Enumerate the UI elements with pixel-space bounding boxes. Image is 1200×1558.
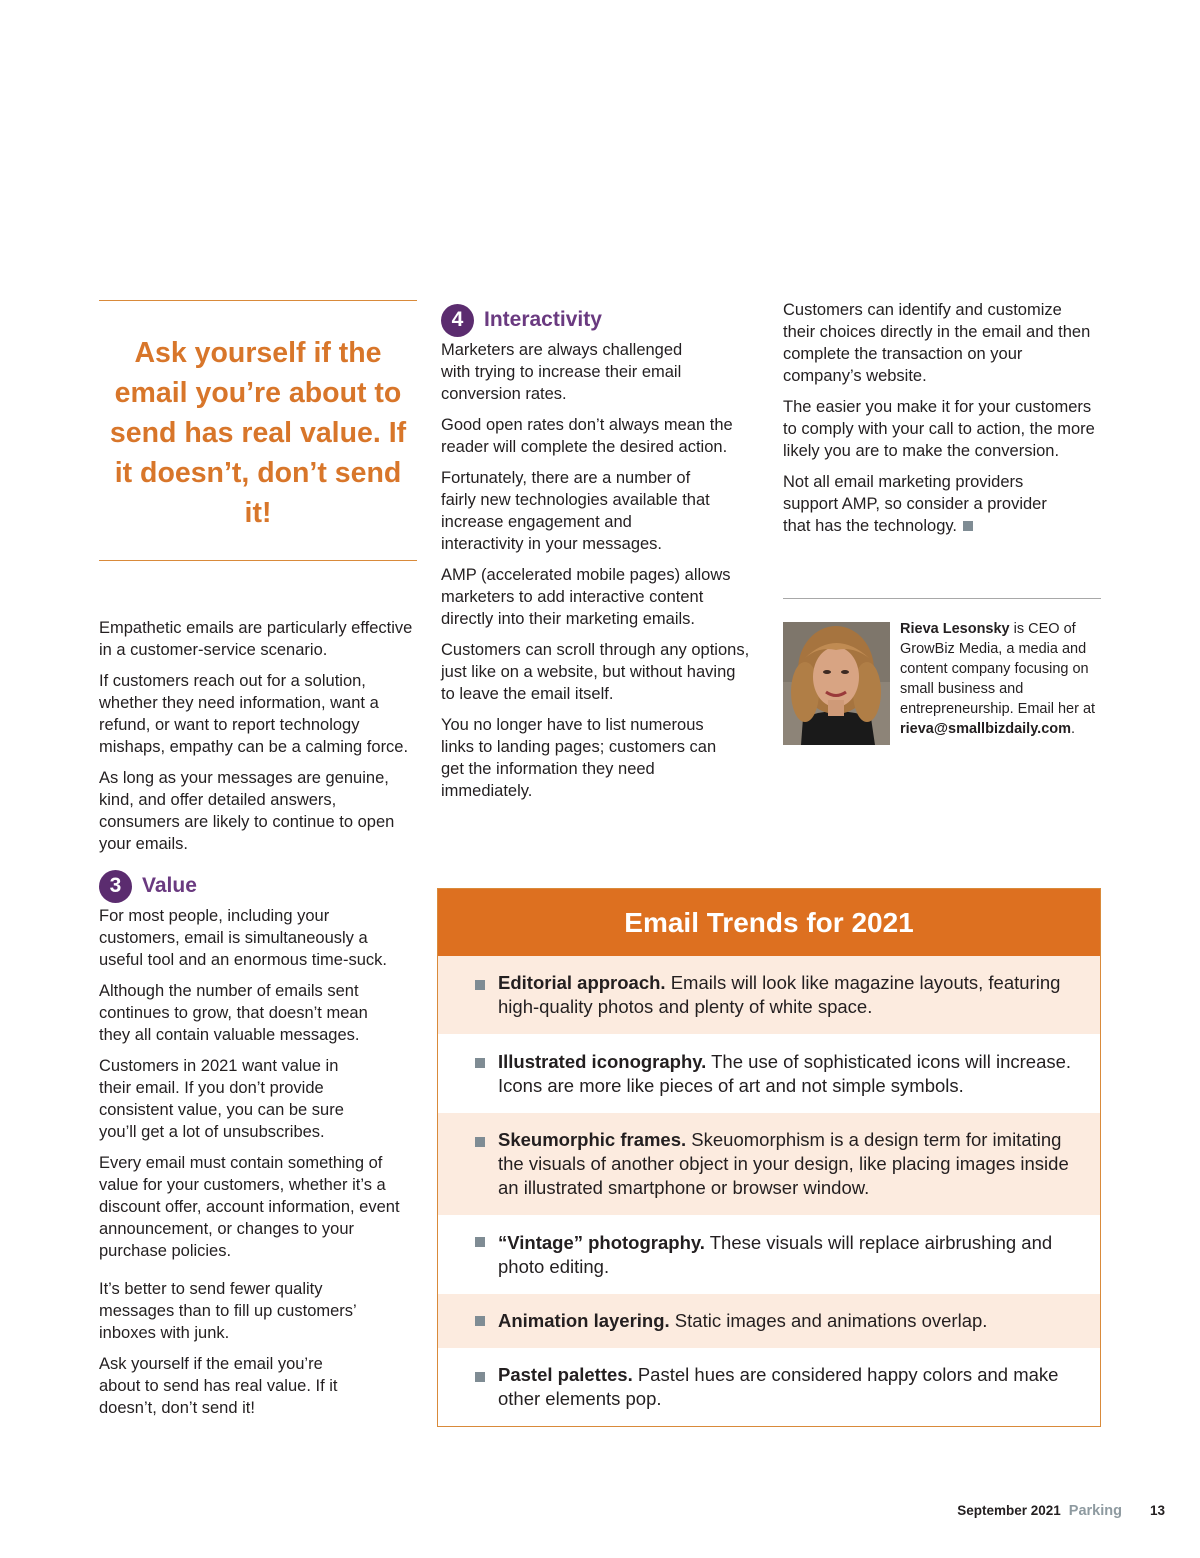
paragraph: Every email must contain something of value for your customers, whether it’s a discount offer, account information, event announcement, or changes to your purchase policies. bbox=[99, 1154, 400, 1260]
page-number: 13 bbox=[1149, 1503, 1165, 1518]
page-footer bbox=[957, 1503, 1165, 1519]
paragraph: The easier you make it for your customers to comply with your call to action, the more likely you are to make the conversion. bbox=[783, 398, 1095, 460]
author-divider bbox=[783, 598, 1101, 599]
magazine-name: Parking bbox=[1068, 1503, 1122, 1519]
section-title: Interactivity bbox=[484, 308, 602, 331]
paragraph: Customers can scroll through any options, just like on a website, but without having to leave the email itself. bbox=[441, 641, 750, 703]
pull-quote bbox=[99, 300, 417, 561]
square-bullet-icon bbox=[475, 1137, 485, 1147]
trend-item-title: Skeumorphic frames. bbox=[498, 1129, 687, 1150]
trend-item-title: Pastel palettes. bbox=[498, 1364, 633, 1385]
author-name: Rieva Lesonsky bbox=[900, 621, 1010, 637]
paragraph: Good open rates don’t always mean the reader will complete the desired action. bbox=[441, 416, 733, 456]
trend-item bbox=[438, 1215, 1100, 1294]
trend-item-text: Pastel hues are considered happy colors and make other elements pop. bbox=[498, 1364, 1059, 1409]
pull-quote-text: Ask yourself if the email you’re about to send has real value. If it doesn’t, don’t send it! bbox=[109, 337, 407, 529]
author-bio bbox=[900, 619, 1105, 739]
paragraph-text: Not all email marketing providers support AMP, so consider a provider that has the technology. bbox=[783, 473, 1047, 535]
paragraph: If customers reach out for a solution, whether they need information, want a refund, or want to report technology mishaps, empathy can be a calming force. bbox=[99, 672, 409, 756]
paragraph: Empathetic emails are particularly effective in a customer-service scenario. bbox=[99, 619, 413, 659]
section-title: Value bbox=[142, 874, 197, 897]
email-trends-box bbox=[437, 888, 1101, 1427]
paragraph: Ask yourself if the email you’re about to send has real value. If it doesn’t, don’t send it! bbox=[99, 1355, 338, 1417]
paragraph: Marketers are always challenged with trying to increase their email conversion rates. bbox=[441, 341, 683, 403]
author-email[interactable]: rieva@smallbizdaily.com bbox=[900, 721, 1072, 737]
trend-item bbox=[438, 1034, 1100, 1113]
paragraph: AMP (accelerated mobile pages) allows marketers to add interactive content directly into their marketing emails. bbox=[441, 566, 731, 628]
paragraph: Customers can identify and customize their choices directly in the email and then complete the transaction on your company’s website. bbox=[783, 301, 1091, 385]
trend-item-text: The use of sophisticated icons will increase. Icons are more like pieces of art and not simple symbols. bbox=[498, 1050, 1072, 1096]
square-bullet-icon bbox=[475, 1316, 485, 1326]
right-column bbox=[783, 299, 1095, 546]
left-column bbox=[99, 617, 421, 864]
paragraph: You no longer have to list numerous links to landing pages; customers can get the information they need immediately. bbox=[441, 716, 717, 800]
trend-item bbox=[438, 956, 1100, 1034]
section-number-badge: 3 bbox=[99, 870, 132, 903]
end-of-article-mark bbox=[963, 521, 973, 531]
trend-item-text: Skeuomorphism is a design term for imitating the visuals of another object in your design, like placing images inside an illustrated smartphone or browser window. bbox=[498, 1129, 1069, 1198]
trend-item-title: Editorial approach. bbox=[498, 972, 666, 993]
author-bio-end: . bbox=[1071, 721, 1076, 737]
trend-item-text: These visuals will replace airbrushing and photo editing. bbox=[498, 1231, 1053, 1277]
trend-item-title: Illustrated iconography. bbox=[498, 1050, 707, 1072]
section-heading bbox=[441, 303, 753, 337]
section-value bbox=[99, 869, 403, 1428]
section-heading bbox=[99, 869, 403, 903]
trend-item-text: Emails will look like magazine layouts, featuring high-quality photos and plenty of white space. bbox=[498, 972, 1061, 1017]
paragraph: Although the number of emails sent continues to grow, that doesn’t mean they all contain valuable messages. bbox=[99, 982, 368, 1044]
trend-item-title: “Vintage” photography. bbox=[498, 1231, 705, 1253]
paragraph bbox=[783, 471, 1078, 537]
trend-item-title: Animation layering. bbox=[498, 1310, 670, 1331]
paragraph: Fortunately, there are a number of fairly new technologies available that increase engagement and interactivity in your messages. bbox=[441, 469, 710, 553]
trend-item-text: Static images and animations overlap. bbox=[669, 1310, 988, 1331]
square-bullet-icon bbox=[475, 980, 485, 990]
square-bullet-icon bbox=[475, 1058, 485, 1068]
square-bullet-icon bbox=[475, 1372, 485, 1382]
trend-item bbox=[438, 1294, 1100, 1348]
issue-date: September 2021 bbox=[957, 1503, 1061, 1518]
square-bullet-icon bbox=[475, 1237, 485, 1247]
author-photo bbox=[783, 622, 890, 745]
paragraph: Customers in 2021 want value in their email. If you don’t provide consistent value, you can be sure you’ll get a lot of unsubscribes. bbox=[99, 1057, 344, 1141]
author-bio-text: is CEO of GrowBiz Media, a media and content company focusing on small business and entrepreneurship. Email her at bbox=[900, 621, 1096, 717]
section-interactivity bbox=[441, 303, 753, 811]
paragraph: As long as your messages are genuine, kind, and offer detailed answers, consumers are likely to continue to open your emails. bbox=[99, 769, 395, 853]
paragraph: It’s better to send fewer quality messages than to fill up customers’ inboxes with junk. bbox=[99, 1280, 357, 1342]
paragraph: For most people, including your customers, email is simultaneously a useful tool and an enormous time-suck. bbox=[99, 907, 387, 969]
trends-title: Email Trends for 2021 bbox=[438, 889, 1100, 956]
trend-item bbox=[438, 1348, 1100, 1426]
section-number-badge: 4 bbox=[441, 304, 474, 337]
trend-item bbox=[438, 1113, 1100, 1215]
